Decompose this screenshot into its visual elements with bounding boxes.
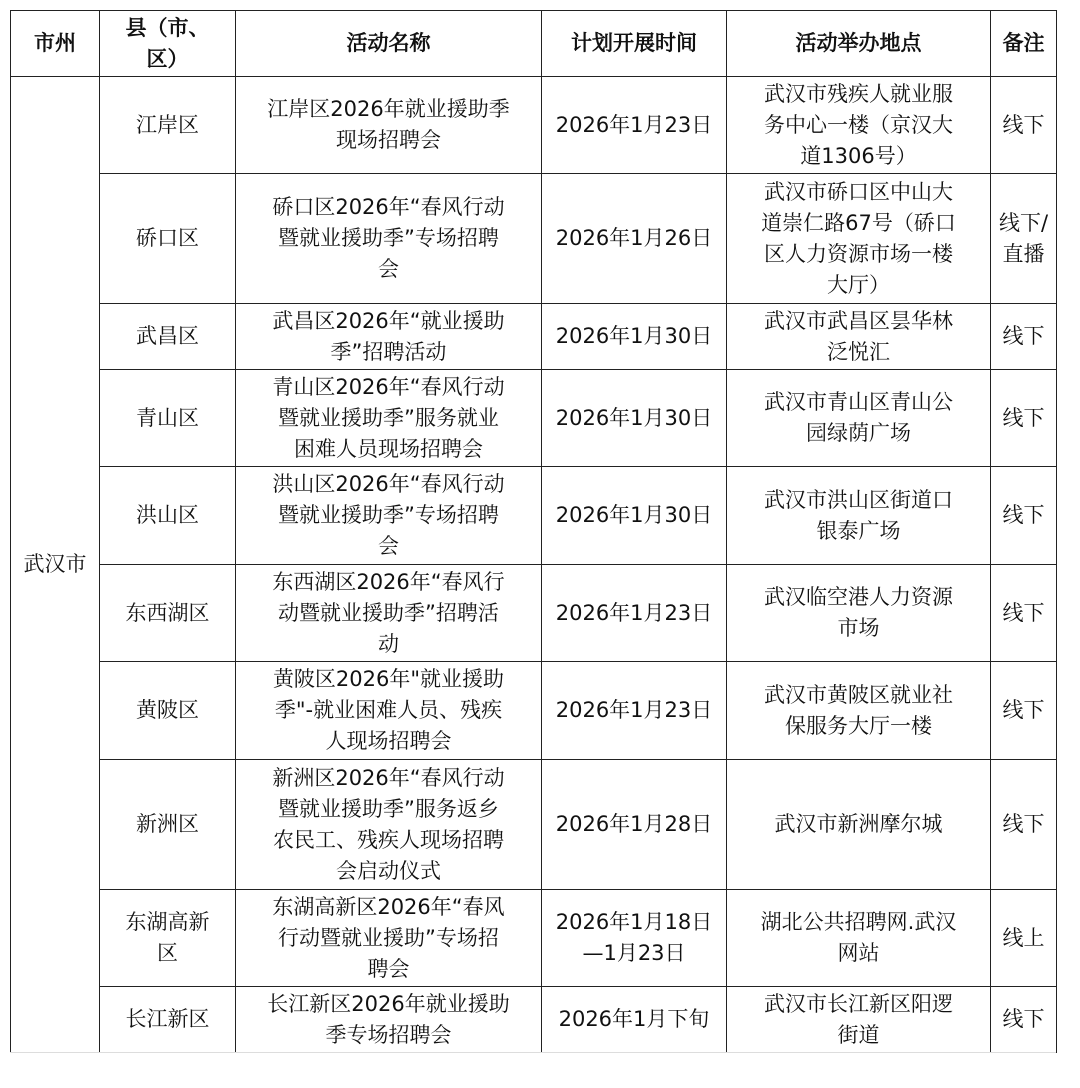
job-fair-table <box>10 10 1057 1053</box>
activity-cell: 硚口区2026年“春风行动 暨就业援助季”专场招聘 会 <box>236 174 542 304</box>
header-county: 县（市、 区） <box>100 11 236 77</box>
document-page <box>10 10 1057 1053</box>
table-row <box>11 760 1057 890</box>
activity-cell: 洪山区2026年“春风行动 暨就业援助季”专场招聘 会 <box>236 467 542 565</box>
time-cell: 2026年1月30日 <box>542 467 727 565</box>
location-cell: 武汉市洪山区街道口 银泰广场 <box>727 467 991 565</box>
table-row <box>11 304 1057 370</box>
county-cell: 黄陂区 <box>100 662 236 760</box>
county-cell: 长江新区 <box>100 987 236 1053</box>
note-cell: 线下 <box>991 662 1057 760</box>
county-cell: 江岸区 <box>100 77 236 174</box>
county-cell: 青山区 <box>100 370 236 467</box>
note-cell: 线上 <box>991 890 1057 987</box>
location-cell: 武汉市长江新区阳逻 街道 <box>727 987 991 1053</box>
activity-cell: 青山区2026年“春风行动 暨就业援助季”服务就业 困难人员现场招聘会 <box>236 370 542 467</box>
table-row <box>11 370 1057 467</box>
header-activity: 活动名称 <box>236 11 542 77</box>
note-cell: 线下 <box>991 370 1057 467</box>
header-time: 计划开展时间 <box>542 11 727 77</box>
header-note: 备注 <box>991 11 1057 77</box>
location-cell: 武汉市残疾人就业服 务中心一楼（京汉大 道1306号） <box>727 77 991 174</box>
header-row <box>11 11 1057 77</box>
county-cell: 新洲区 <box>100 760 236 890</box>
location-cell: 武汉市青山区青山公 园绿荫广场 <box>727 370 991 467</box>
header-city: 市州 <box>11 11 100 77</box>
page-bottom-margin <box>10 1052 1056 1083</box>
county-cell: 武昌区 <box>100 304 236 370</box>
table-row <box>11 987 1057 1053</box>
time-cell: 2026年1月30日 <box>542 304 727 370</box>
table-row <box>11 890 1057 987</box>
county-cell: 东西湖区 <box>100 565 236 662</box>
note-cell: 线下 <box>991 467 1057 565</box>
note-cell: 线下/ 直播 <box>991 174 1057 304</box>
county-cell: 硚口区 <box>100 174 236 304</box>
note-cell: 线下 <box>991 77 1057 174</box>
note-cell: 线下 <box>991 987 1057 1053</box>
location-cell: 湖北公共招聘网.武汉 网站 <box>727 890 991 987</box>
activity-cell: 黄陂区2026年"就业援助 季"-就业困难人员、残疾 人现场招聘会 <box>236 662 542 760</box>
activity-cell: 长江新区2026年就业援助 季专场招聘会 <box>236 987 542 1053</box>
time-cell: 2026年1月23日 <box>542 77 727 174</box>
time-cell: 2026年1月23日 <box>542 565 727 662</box>
location-cell: 武汉市硚口区中山大 道崇仁路67号（硚口 区人力资源市场一楼 大厅） <box>727 174 991 304</box>
time-cell: 2026年1月23日 <box>542 662 727 760</box>
activity-cell: 江岸区2026年就业援助季 现场招聘会 <box>236 77 542 174</box>
time-cell: 2026年1月26日 <box>542 174 727 304</box>
time-cell: 2026年1月30日 <box>542 370 727 467</box>
time-cell: 2026年1月下旬 <box>542 987 727 1053</box>
table-row <box>11 565 1057 662</box>
location-cell: 武汉临空港人力资源 市场 <box>727 565 991 662</box>
time-cell: 2026年1月28日 <box>542 760 727 890</box>
note-cell: 线下 <box>991 565 1057 662</box>
table-row <box>11 662 1057 760</box>
county-cell: 东湖高新 区 <box>100 890 236 987</box>
header-location: 活动举办地点 <box>727 11 991 77</box>
activity-cell: 武昌区2026年“就业援助 季”招聘活动 <box>236 304 542 370</box>
location-cell: 武汉市武昌区昙华林 泛悦汇 <box>727 304 991 370</box>
table-row <box>11 77 1057 174</box>
time-cell: 2026年1月18日 —1月23日 <box>542 890 727 987</box>
location-cell: 武汉市黄陂区就业社 保服务大厅一楼 <box>727 662 991 760</box>
table-row <box>11 174 1057 304</box>
county-cell: 洪山区 <box>100 467 236 565</box>
table-row <box>11 467 1057 565</box>
activity-cell: 东湖高新区2026年“春风 行动暨就业援助”专场招 聘会 <box>236 890 542 987</box>
location-cell: 武汉市新洲摩尔城 <box>727 760 991 890</box>
city-cell: 武汉市 <box>11 77 100 1053</box>
note-cell: 线下 <box>991 760 1057 890</box>
activity-cell: 新洲区2026年“春风行动 暨就业援助季”服务返乡 农民工、残疾人现场招聘 会启动仪式 <box>236 760 542 890</box>
activity-cell: 东西湖区2026年“春风行 动暨就业援助季”招聘活 动 <box>236 565 542 662</box>
note-cell: 线下 <box>991 304 1057 370</box>
